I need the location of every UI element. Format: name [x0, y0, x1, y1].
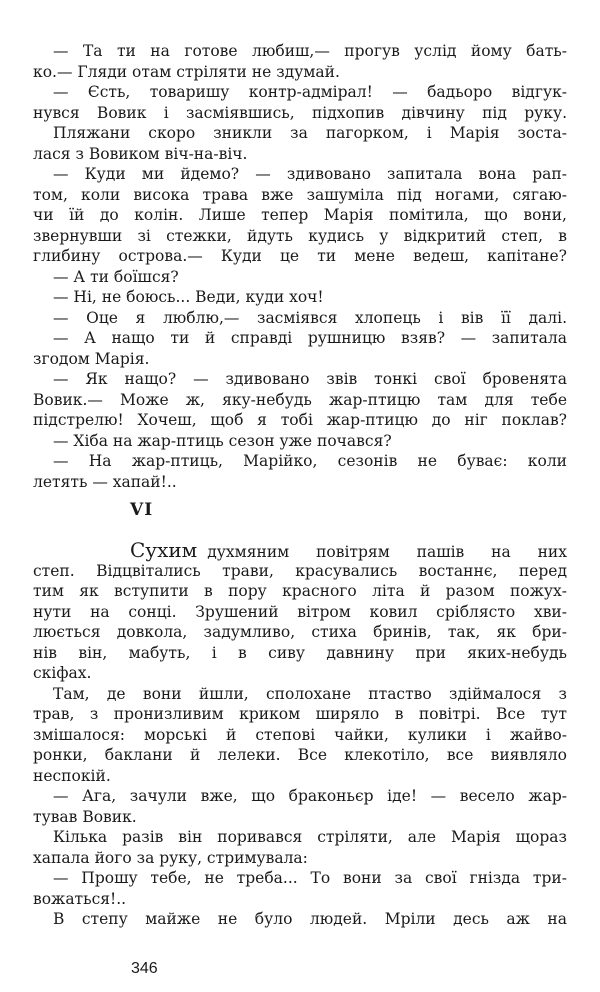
- text-line: глибину острова.— Куди це ти мене ведеш, капітане?: [33, 247, 567, 265]
- text-section-1: [33, 41, 567, 492]
- text-line: лася з Вовиком віч-на-віч.: [33, 144, 248, 163]
- chapter-first-line-rest: духмяним повітрям пашів на них: [207, 543, 567, 561]
- text-line: хапала його за руку, стримувала:: [33, 848, 308, 867]
- text-line: ронки, баклани й лелеки. Все клекотіло, все виявляло: [33, 746, 567, 764]
- text-section-2: [33, 540, 567, 930]
- text-line: — Ні, не боюсь... Веди, куди хоч!: [53, 288, 324, 306]
- text-line: — Єсть, товаришу контр-адмірал! — бадьоро відгук-: [53, 83, 567, 101]
- text-line: неспокій.: [33, 766, 111, 785]
- text-line: нути на сонці. Зрушений вітром ковил сріблясто хви-: [33, 602, 567, 621]
- text-line: летять — хапай!..: [33, 472, 177, 491]
- text-line: — Та ти на готове любиш,— прогув услід йому бать-: [53, 42, 567, 60]
- text-line: скіфах.: [33, 664, 92, 682]
- text-line: — Оце я люблю,— засміявся хлопець і вів її далі.: [53, 308, 567, 327]
- chapter-first-line: [33, 540, 567, 561]
- text-line: Вовик.— Може ж, яку-небудь жар-птицю там для тебе: [33, 390, 567, 409]
- text-line: том, коли висока трава вже зашуміла під ногами, сягаю-: [33, 185, 567, 204]
- text-line: тим як вступити в пору красного літа й разом пожух-: [33, 582, 567, 600]
- text-line: степ. Відцвітались трави, красувались востаннє, перед: [33, 561, 567, 580]
- text-line: Пляжани скоро зникли за пагорком, і Марія зоста-: [53, 124, 567, 142]
- text-line: трав, з пронизливим криком ширяло в повітрі. Все тут: [33, 705, 567, 723]
- text-line: нів він, мабуть, і в сиву давнину при яких-небудь: [33, 643, 567, 662]
- text-line: змішалося: морські й степові чайки, кулики і жайво-: [33, 725, 567, 744]
- page-number: 346: [131, 960, 158, 977]
- text-line: тував Вовик.: [33, 807, 137, 826]
- text-line: — Хіба на жар-птиць сезон уже почався?: [53, 431, 392, 450]
- text-line: Там, де вони йшли, сполохане птаство здіймалося з: [53, 684, 567, 703]
- text-line: — На жар-птиць, Марійко, сезонів не буває: коли: [53, 452, 567, 470]
- text-line: нувся Вовик і засміявшись, підхопив дівчину під руку.: [33, 103, 567, 122]
- text-line: — Як нащо? — здивовано звів тонкі свої бровенята: [53, 370, 567, 388]
- chapter-first-word: Сухим: [130, 538, 198, 562]
- text-line: люється довкола, задумливо, стиха бринів, так, як бри-: [33, 623, 567, 641]
- chapter-heading: VI: [130, 500, 154, 520]
- text-line: — Куди ми йдемо? — здивовано запитала вона рап-: [53, 165, 567, 183]
- text-line: звернувши зі стежки, йдуть кудись у відкритий степ, в: [33, 226, 567, 245]
- text-line: чи їй до колін. Лише тепер Марія помітила, що вони,: [33, 206, 567, 224]
- text-line: згодом Марія.: [33, 349, 150, 368]
- text-line: — Ага, зачули вже, що браконьєр іде! — весело жар-: [53, 787, 567, 805]
- text-line: підстрелю! Хочеш, щоб я тобі жар-птицю до ніг поклав?: [33, 411, 567, 429]
- text-line: — Прошу тебе, не треба... То вони за свої гнізда три-: [53, 869, 567, 887]
- text-line: ко.— Гляди отам стріляти не здумай.: [33, 62, 340, 81]
- text-line: — А нащо ти й справді рушницю взяв? — запитала: [53, 329, 567, 347]
- text-line: вожаться!..: [33, 889, 127, 908]
- text-line: — А ти боїшся?: [53, 267, 179, 286]
- text-line: Кілька разів він поривався стріляти, але Марія щораз: [53, 828, 567, 846]
- text-line: В степу майже не було людей. Мріли десь аж на: [53, 910, 567, 928]
